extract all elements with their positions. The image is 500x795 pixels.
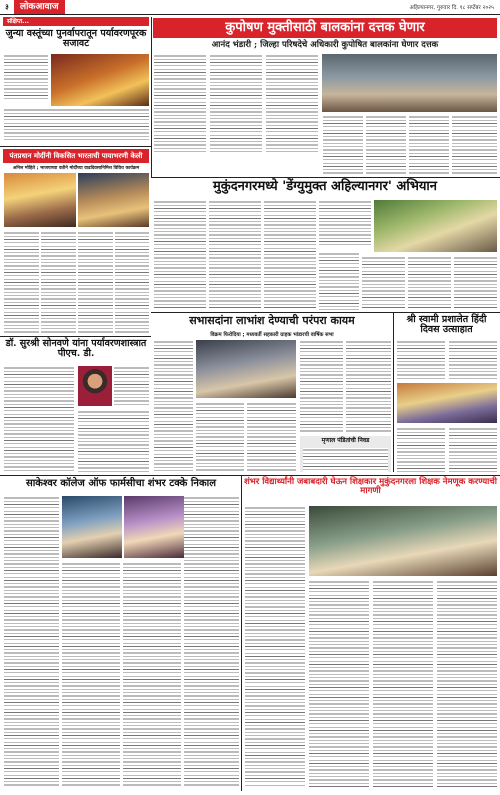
article-body	[300, 340, 343, 432]
article-body	[397, 340, 445, 380]
students-photo	[124, 496, 184, 558]
campaign-photo	[374, 200, 497, 252]
article-body	[373, 580, 433, 788]
article-body	[4, 231, 39, 333]
article-body	[115, 231, 149, 333]
article-body	[4, 54, 48, 100]
article-body	[449, 340, 497, 380]
masthead	[0, 0, 500, 14]
article-body	[184, 496, 239, 788]
story-headline: डॉ. सुरश्री सोनवणे यांना पर्यावरणशास्त्रात पीएच. डी.	[5, 338, 147, 360]
brief-box	[300, 436, 391, 472]
article-body	[366, 115, 406, 175]
article-body	[449, 427, 497, 472]
column-rule	[151, 17, 152, 177]
story-headline: शंभर विद्यार्थ्यांनी जबाबदारी घेऊन शिक्षकार मुकुंदनगरला शिक्षक नेमणूक करण्याची मागणी	[244, 477, 497, 497]
date-line: अहिल्यानगर, गुरुवार दि. १८ सप्टेंबर २०२५	[409, 5, 494, 11]
section-rule	[151, 177, 500, 178]
article-body	[408, 256, 451, 310]
meeting-photo	[196, 340, 296, 398]
article-body	[4, 108, 149, 142]
story-headline: जुन्या वस्तूंच्या पुनर्वापरातून पर्यावरणपूरक सजावट	[5, 28, 147, 50]
brief-section-tag: संक्षिप्त...	[3, 17, 149, 26]
article-body	[266, 54, 318, 152]
column-rule	[393, 312, 394, 472]
article-body	[4, 366, 74, 472]
article-body	[196, 402, 244, 472]
event-photo	[78, 173, 149, 227]
article-body	[154, 340, 193, 472]
article-body	[78, 231, 113, 333]
section-rule	[151, 312, 500, 313]
school-event-photo	[397, 383, 497, 423]
story-subhead: आनंद भंडारी ; जिल्हा परिषदेचे अधिकारी कुपोषित बालकांना घेणार दत्तक	[211, 40, 439, 50]
column-rule	[241, 476, 242, 791]
article-body	[210, 54, 262, 152]
story-headline: मुकुंदनगरमध्ये 'डेंग्युमुक्त अहिल्यानगर' अभियान	[212, 179, 437, 194]
story-headline: साकेश्वर कॉलेज ऑफ फार्मसीचा शंभर टक्के निकाल	[25, 478, 217, 489]
section-rule	[0, 475, 500, 476]
article-body	[154, 54, 206, 152]
story-headline: मृणाल पंडितांची निवड	[321, 437, 370, 444]
newspaper-logo: लोकआवाज	[14, 0, 65, 14]
decoration-photo	[51, 54, 149, 106]
meeting-photo	[322, 54, 497, 112]
article-body	[114, 366, 149, 406]
story-headline: कुपोषण मुक्तीसाठी बालकांना दत्तक घेणार	[153, 18, 497, 38]
article-body	[154, 200, 206, 310]
section-rule	[0, 146, 151, 147]
article-body	[362, 256, 405, 310]
story-headline: श्री स्वामी प्रशालेत हिंदी दिवस उत्साहात	[406, 314, 487, 336]
story-subhead: अनिल मोहिते ; भाजपाच्या वतीने मोदींच्या वाढदिवसानिमित्त विविध कार्यक्रम	[12, 166, 140, 171]
article-body	[78, 410, 149, 472]
article-body	[409, 115, 449, 175]
article-body	[62, 562, 120, 788]
story-headline: पंतप्रधान मोदींनी विकसित भारताची पायाभरणी केली	[9, 151, 143, 160]
article-body	[41, 231, 76, 333]
students-photo	[62, 496, 122, 558]
article-body	[4, 496, 59, 788]
article-body	[319, 252, 359, 310]
delegation-photo	[309, 506, 497, 576]
article-body	[209, 200, 261, 310]
story-headline-bar	[3, 149, 149, 163]
article-body	[397, 427, 445, 472]
article-body	[452, 115, 497, 175]
page-number: ३	[5, 2, 9, 11]
masthead-rule	[0, 14, 500, 15]
article-body	[323, 115, 363, 175]
section-rule	[0, 336, 151, 337]
article-body	[319, 200, 371, 248]
article-body	[264, 200, 316, 310]
article-body	[303, 448, 388, 472]
story-headline: सभासदांना लाभांश देण्याची परंपरा कायम	[189, 314, 355, 327]
article-body	[346, 340, 391, 432]
article-body	[123, 562, 181, 788]
article-body	[309, 580, 369, 788]
portrait-photo	[78, 366, 112, 406]
story-subhead: विक्रम फिरोदिया ; मध्यवर्ती सहकारी ग्राहक भांडारची वार्षिक सभा	[210, 332, 334, 338]
article-body	[454, 256, 497, 310]
article-body	[245, 506, 305, 788]
article-body	[247, 402, 296, 472]
event-photo	[4, 173, 76, 227]
article-body	[437, 580, 497, 788]
